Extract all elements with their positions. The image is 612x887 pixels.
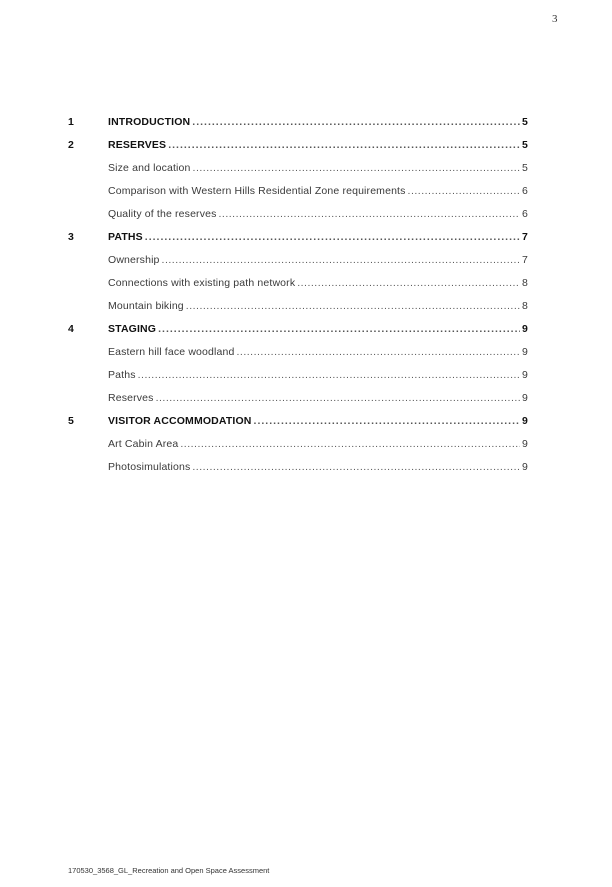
toc-dot-leader bbox=[254, 415, 520, 427]
toc-entry-title: Connections with existing path network bbox=[108, 276, 296, 289]
toc-entry-reserves[interactable] bbox=[68, 133, 528, 156]
toc-dot-leader bbox=[138, 369, 520, 381]
toc-page-number: 5 bbox=[522, 161, 528, 174]
toc-entry-title: STAGING bbox=[108, 322, 157, 335]
toc-dot-leader bbox=[236, 346, 520, 358]
toc-dot-leader bbox=[193, 162, 520, 174]
toc-dot-leader bbox=[408, 185, 520, 197]
toc-page-number: 8 bbox=[522, 299, 528, 312]
toc-page-number: 9 bbox=[522, 368, 528, 381]
toc-dot-leader bbox=[192, 116, 520, 128]
toc-section-number: 4 bbox=[68, 322, 74, 335]
toc-page-number: 8 bbox=[522, 276, 528, 289]
table-of-contents bbox=[68, 110, 528, 478]
toc-section-number: 5 bbox=[68, 414, 74, 427]
toc-page-number: 9 bbox=[522, 414, 528, 427]
toc-entry-size-and-location[interactable] bbox=[68, 156, 528, 179]
toc-page-number: 6 bbox=[522, 184, 528, 197]
toc-dot-leader bbox=[158, 323, 520, 335]
toc-entry-staging[interactable] bbox=[68, 317, 528, 340]
toc-section-number: 2 bbox=[68, 138, 74, 151]
toc-entry-staging-paths[interactable] bbox=[68, 363, 528, 386]
toc-entry-title: Size and location bbox=[108, 161, 191, 174]
toc-entry-title: Ownership bbox=[108, 253, 160, 266]
toc-entry-mountain-biking[interactable] bbox=[68, 294, 528, 317]
toc-dot-leader bbox=[162, 254, 520, 266]
toc-entry-title: Quality of the reserves bbox=[108, 207, 217, 220]
toc-entry-staging-reserves[interactable] bbox=[68, 386, 528, 409]
toc-section-number: 3 bbox=[68, 230, 74, 243]
document-footer: 170530_3568_GL_Recreation and Open Space Assessment bbox=[68, 866, 270, 875]
toc-dot-leader bbox=[145, 231, 520, 243]
toc-section-number: 1 bbox=[68, 115, 74, 128]
toc-entry-paths[interactable] bbox=[68, 225, 528, 248]
toc-entry-title: INTRODUCTION bbox=[108, 115, 191, 128]
toc-page-number: 9 bbox=[522, 345, 528, 358]
toc-dot-leader bbox=[168, 139, 520, 151]
toc-entry-connections[interactable] bbox=[68, 271, 528, 294]
toc-entry-quality-of-reserves[interactable] bbox=[68, 202, 528, 225]
toc-dot-leader bbox=[186, 300, 520, 312]
toc-page-number: 9 bbox=[522, 460, 528, 473]
toc-entry-title: Photosimulations bbox=[108, 460, 191, 473]
toc-entry-title: VISITOR ACCOMMODATION bbox=[108, 414, 252, 427]
toc-entry-ownership[interactable] bbox=[68, 248, 528, 271]
toc-entry-title: Paths bbox=[108, 368, 136, 381]
toc-entry-visitor-accommodation[interactable] bbox=[68, 409, 528, 432]
toc-entry-photosimulations[interactable] bbox=[68, 455, 528, 478]
toc-dot-leader bbox=[219, 208, 521, 220]
toc-page-number: 7 bbox=[522, 253, 528, 266]
toc-page-number: 7 bbox=[522, 230, 528, 243]
toc-dot-leader bbox=[192, 461, 520, 473]
toc-entry-title: Reserves bbox=[108, 391, 154, 404]
toc-page-number: 9 bbox=[522, 322, 528, 335]
toc-page-number: 6 bbox=[522, 207, 528, 220]
toc-entry-title: RESERVES bbox=[108, 138, 167, 151]
toc-entry-title: Art Cabin Area bbox=[108, 437, 179, 450]
toc-dot-leader bbox=[180, 438, 520, 450]
toc-page-number: 9 bbox=[522, 391, 528, 404]
toc-entry-title: Eastern hill face woodland bbox=[108, 345, 235, 358]
toc-page-number: 5 bbox=[522, 138, 528, 151]
toc-entry-introduction[interactable] bbox=[68, 110, 528, 133]
toc-dot-leader bbox=[297, 277, 520, 289]
toc-entry-art-cabin-area[interactable] bbox=[68, 432, 528, 455]
toc-entry-title: PATHS bbox=[108, 230, 143, 243]
toc-entry-comparison[interactable] bbox=[68, 179, 528, 202]
page-number: 3 bbox=[552, 13, 558, 25]
toc-entry-eastern-hill-face[interactable] bbox=[68, 340, 528, 363]
toc-entry-title: Mountain biking bbox=[108, 299, 184, 312]
toc-dot-leader bbox=[156, 392, 520, 404]
toc-page-number: 9 bbox=[522, 437, 528, 450]
toc-page-number: 5 bbox=[522, 115, 528, 128]
toc-entry-title: Comparison with Western Hills Residential Zone requirements bbox=[108, 184, 406, 197]
